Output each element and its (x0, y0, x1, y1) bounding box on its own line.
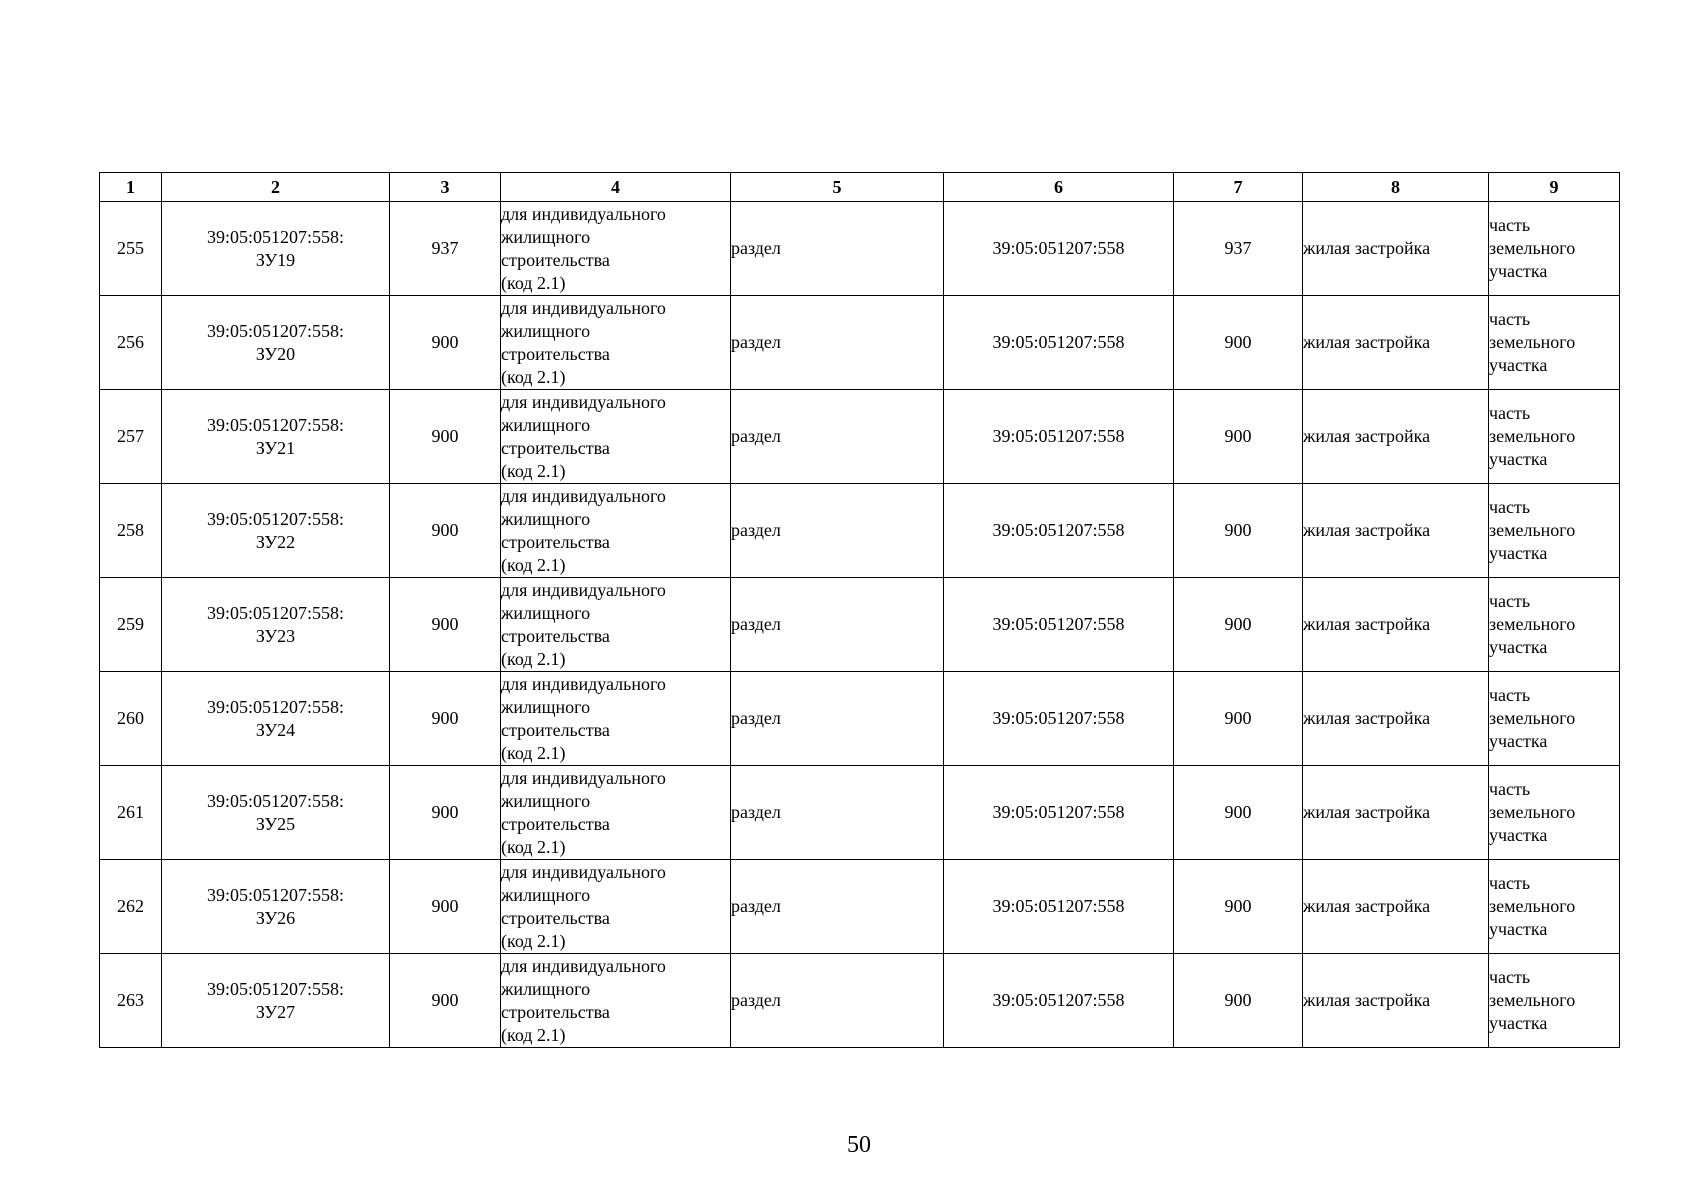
header-cell: 3 (390, 173, 501, 202)
table-row (100, 390, 1620, 484)
cadastral-number-line: 39:05:051207:558: (206, 602, 344, 623)
cadastral-number-line: 39:05:051207:558: (206, 884, 344, 905)
source-area-cell: 900 (1174, 390, 1303, 484)
status-cell (1489, 860, 1620, 954)
status-line: участка (1489, 449, 1548, 469)
permitted-use-line: для индивидуального (501, 579, 666, 600)
cadastral-number-line: 39:05:051207:558: (206, 790, 344, 811)
status-line: участка (1489, 355, 1548, 375)
permitted-use-line: жилищного (501, 508, 591, 529)
status-cell (1489, 672, 1620, 766)
zone-cell: жилая застройка (1303, 578, 1489, 672)
land-plot-table (99, 172, 1620, 1048)
source-area-cell: 900 (1174, 578, 1303, 672)
table-row (100, 202, 1620, 296)
area-cell: 900 (390, 766, 501, 860)
permitted-use-line: (код 2.1) (501, 648, 566, 669)
status-line: участка (1489, 825, 1548, 845)
source-plot-cell: 39:05:051207:558 (944, 484, 1174, 578)
status-cell (1489, 202, 1620, 296)
zone-cell: жилая застройка (1303, 296, 1489, 390)
cadastral-number-line: 39:05:051207:558: (206, 320, 344, 341)
row-number-cell: 263 (100, 954, 162, 1048)
header-cell: 1 (100, 173, 162, 202)
status-line: участка (1489, 637, 1548, 657)
permitted-use-line: (код 2.1) (501, 460, 566, 481)
formation-method-cell: раздел (731, 202, 944, 296)
zone-cell: жилая застройка (1303, 672, 1489, 766)
row-number-cell: 255 (100, 202, 162, 296)
cadastral-number-cell (162, 766, 390, 860)
source-plot-cell: 39:05:051207:558 (944, 672, 1174, 766)
status-line: земельного (1489, 802, 1576, 822)
row-number-cell: 260 (100, 672, 162, 766)
row-number-cell: 258 (100, 484, 162, 578)
permitted-use-line: для индивидуального (501, 861, 666, 882)
area-cell: 900 (390, 672, 501, 766)
status-line: земельного (1489, 990, 1576, 1010)
formation-method-cell: раздел (731, 484, 944, 578)
status-line: участка (1489, 261, 1548, 281)
source-plot-cell: 39:05:051207:558 (944, 766, 1174, 860)
permitted-use-line: строительства (501, 531, 610, 552)
cadastral-number-line: ЗУ21 (255, 437, 296, 458)
permitted-use-cell (501, 860, 731, 954)
permitted-use-line: жилищного (501, 226, 591, 247)
header-cell: 7 (1174, 173, 1303, 202)
cadastral-number-line: ЗУ27 (255, 1001, 296, 1022)
status-line: часть (1489, 497, 1531, 517)
source-plot-cell: 39:05:051207:558 (944, 954, 1174, 1048)
status-cell (1489, 954, 1620, 1048)
status-line: часть (1489, 967, 1531, 987)
cadastral-number-cell (162, 484, 390, 578)
table-row (100, 954, 1620, 1048)
permitted-use-line: жилищного (501, 414, 591, 435)
permitted-use-line: строительства (501, 625, 610, 646)
zone-cell: жилая застройка (1303, 202, 1489, 296)
permitted-use-line: жилищного (501, 790, 591, 811)
table-row (100, 578, 1620, 672)
header-cell: 4 (501, 173, 731, 202)
permitted-use-line: жилищного (501, 320, 591, 341)
status-cell (1489, 578, 1620, 672)
row-number-cell: 257 (100, 390, 162, 484)
cadastral-number-line: ЗУ23 (255, 625, 296, 646)
permitted-use-line: строительства (501, 719, 610, 740)
status-line: земельного (1489, 426, 1576, 446)
table-row (100, 766, 1620, 860)
formation-method-cell: раздел (731, 860, 944, 954)
table-row (100, 484, 1620, 578)
permitted-use-line: строительства (501, 249, 610, 270)
area-cell: 900 (390, 860, 501, 954)
cadastral-number-line: 39:05:051207:558: (206, 508, 344, 529)
page-number: 50 (847, 1132, 871, 1158)
area-cell: 900 (390, 954, 501, 1048)
table-body (100, 202, 1620, 1048)
formation-method-cell: раздел (731, 296, 944, 390)
source-area-cell: 937 (1174, 202, 1303, 296)
source-area-cell: 900 (1174, 672, 1303, 766)
status-line: земельного (1489, 896, 1576, 916)
cadastral-number-cell (162, 672, 390, 766)
status-line: часть (1489, 873, 1531, 893)
permitted-use-line: жилищного (501, 884, 591, 905)
source-area-cell: 900 (1174, 484, 1303, 578)
permitted-use-cell (501, 202, 731, 296)
status-line: часть (1489, 403, 1531, 423)
table-row (100, 672, 1620, 766)
zone-cell: жилая застройка (1303, 390, 1489, 484)
permitted-use-line: (код 2.1) (501, 742, 566, 763)
status-line: участка (1489, 731, 1548, 751)
status-line: земельного (1489, 708, 1576, 728)
cadastral-number-line: 39:05:051207:558: (206, 978, 344, 999)
formation-method-cell: раздел (731, 672, 944, 766)
source-area-cell: 900 (1174, 766, 1303, 860)
permitted-use-line: для индивидуального (501, 767, 666, 788)
cadastral-number-line: 39:05:051207:558: (206, 226, 344, 247)
permitted-use-line: жилищного (501, 978, 591, 999)
area-cell: 900 (390, 484, 501, 578)
cadastral-number-line: ЗУ24 (255, 719, 296, 740)
permitted-use-line: для индивидуального (501, 673, 666, 694)
status-line: часть (1489, 591, 1531, 611)
status-line: часть (1489, 309, 1531, 329)
table-row (100, 860, 1620, 954)
permitted-use-line: (код 2.1) (501, 1024, 566, 1045)
formation-method-cell: раздел (731, 578, 944, 672)
formation-method-cell: раздел (731, 954, 944, 1048)
zone-cell: жилая застройка (1303, 954, 1489, 1048)
status-line: земельного (1489, 332, 1576, 352)
permitted-use-cell (501, 672, 731, 766)
cadastral-number-line: ЗУ25 (255, 813, 296, 834)
permitted-use-line: для индивидуального (501, 297, 666, 318)
permitted-use-line: строительства (501, 813, 610, 834)
status-line: участка (1489, 919, 1548, 939)
header-row (100, 173, 1620, 202)
area-cell: 900 (390, 390, 501, 484)
status-line: земельного (1489, 520, 1576, 540)
header-cell: 9 (1489, 173, 1620, 202)
status-line: участка (1489, 543, 1548, 563)
status-line: земельного (1489, 238, 1576, 258)
source-area-cell: 900 (1174, 296, 1303, 390)
permitted-use-line: жилищного (501, 602, 591, 623)
status-cell (1489, 766, 1620, 860)
permitted-use-line: (код 2.1) (501, 554, 566, 575)
permitted-use-cell (501, 484, 731, 578)
permitted-use-line: строительства (501, 437, 610, 458)
cadastral-number-cell (162, 860, 390, 954)
cadastral-number-cell (162, 296, 390, 390)
cadastral-number-cell (162, 390, 390, 484)
row-number-cell: 262 (100, 860, 162, 954)
permitted-use-line: для индивидуального (501, 485, 666, 506)
cadastral-number-line: ЗУ20 (255, 343, 296, 364)
status-cell (1489, 484, 1620, 578)
cadastral-number-cell (162, 578, 390, 672)
status-line: земельного (1489, 614, 1576, 634)
table-row (100, 296, 1620, 390)
area-cell: 900 (390, 578, 501, 672)
permitted-use-line: для индивидуального (501, 203, 666, 224)
header-cell: 6 (944, 173, 1174, 202)
source-plot-cell: 39:05:051207:558 (944, 390, 1174, 484)
row-number-cell: 261 (100, 766, 162, 860)
zone-cell: жилая застройка (1303, 484, 1489, 578)
cadastral-number-line: ЗУ22 (255, 531, 296, 552)
permitted-use-line: (код 2.1) (501, 836, 566, 857)
permitted-use-line: (код 2.1) (501, 272, 566, 293)
permitted-use-cell (501, 578, 731, 672)
row-number-cell: 256 (100, 296, 162, 390)
permitted-use-line: (код 2.1) (501, 366, 566, 387)
cadastral-number-cell (162, 202, 390, 296)
source-plot-cell: 39:05:051207:558 (944, 202, 1174, 296)
permitted-use-line: строительства (501, 343, 610, 364)
status-line: часть (1489, 685, 1531, 705)
source-area-cell: 900 (1174, 860, 1303, 954)
cadastral-number-line: 39:05:051207:558: (206, 696, 344, 717)
zone-cell: жилая застройка (1303, 860, 1489, 954)
permitted-use-cell (501, 296, 731, 390)
permitted-use-line: (код 2.1) (501, 930, 566, 951)
status-line: участка (1489, 1013, 1548, 1033)
row-number-cell: 259 (100, 578, 162, 672)
permitted-use-line: для индивидуального (501, 391, 666, 412)
cadastral-number-line: ЗУ26 (255, 907, 296, 928)
source-plot-cell: 39:05:051207:558 (944, 578, 1174, 672)
header-cell: 8 (1303, 173, 1489, 202)
zone-cell: жилая застройка (1303, 766, 1489, 860)
permitted-use-line: строительства (501, 907, 610, 928)
permitted-use-line: для индивидуального (501, 955, 666, 976)
header-cell: 2 (162, 173, 390, 202)
status-line: часть (1489, 779, 1531, 799)
permitted-use-cell (501, 390, 731, 484)
cadastral-number-line: 39:05:051207:558: (206, 414, 344, 435)
source-area-cell: 900 (1174, 954, 1303, 1048)
permitted-use-cell (501, 766, 731, 860)
permitted-use-line: жилищного (501, 696, 591, 717)
status-line: часть (1489, 215, 1531, 235)
source-plot-cell: 39:05:051207:558 (944, 860, 1174, 954)
source-plot-cell: 39:05:051207:558 (944, 296, 1174, 390)
area-cell: 937 (390, 202, 501, 296)
formation-method-cell: раздел (731, 390, 944, 484)
status-cell (1489, 296, 1620, 390)
formation-method-cell: раздел (731, 766, 944, 860)
header-cell: 5 (731, 173, 944, 202)
cadastral-number-line: ЗУ19 (255, 249, 296, 270)
permitted-use-cell (501, 954, 731, 1048)
area-cell: 900 (390, 296, 501, 390)
cadastral-number-cell (162, 954, 390, 1048)
status-cell (1489, 390, 1620, 484)
permitted-use-line: строительства (501, 1001, 610, 1022)
